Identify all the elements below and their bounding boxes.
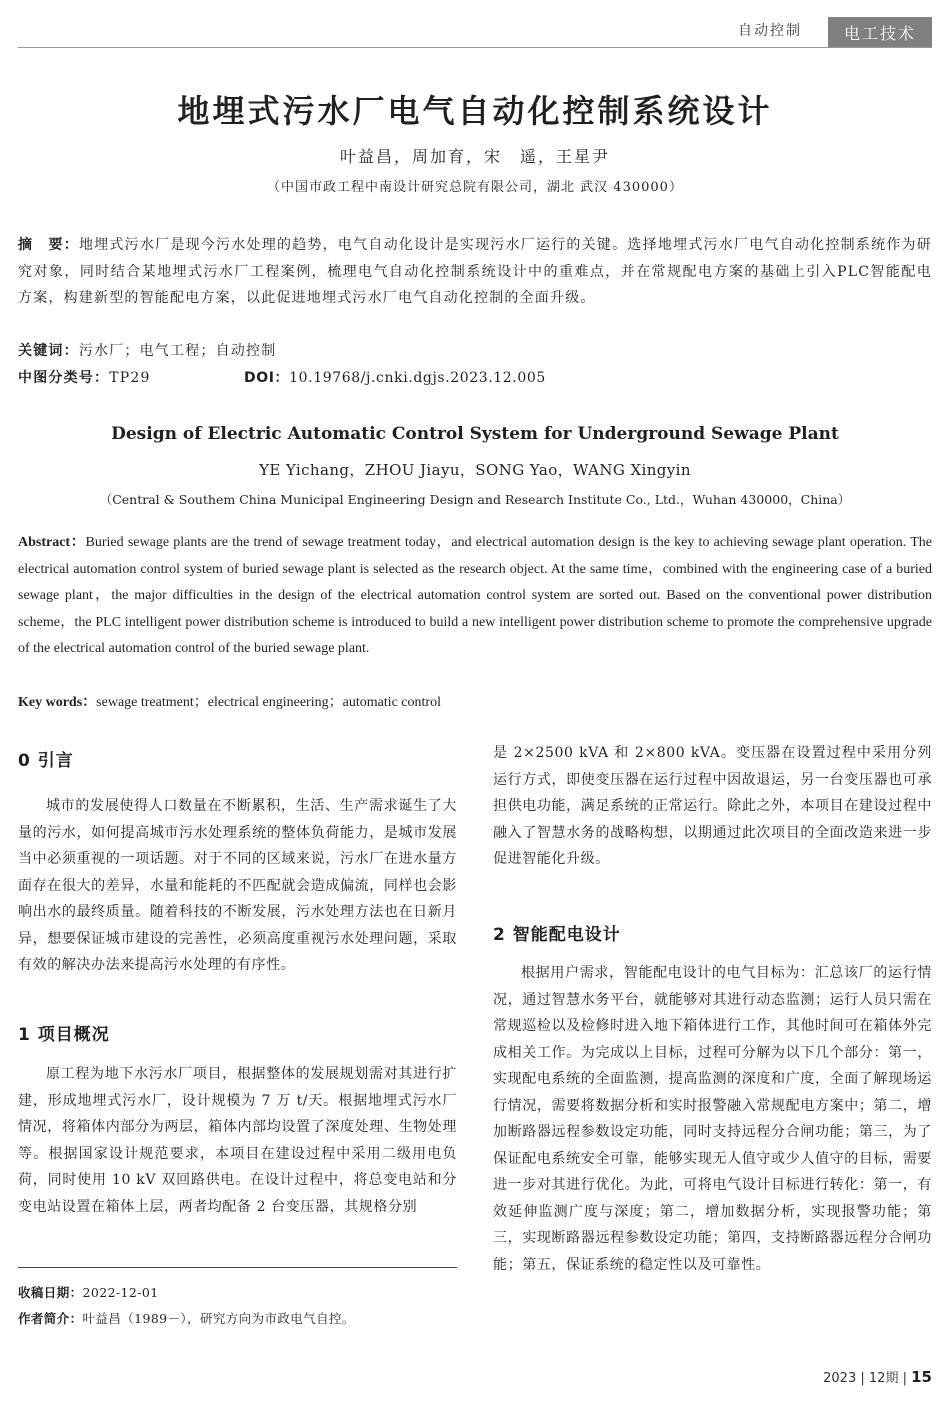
- section-0-paragraph: 城市的发展使得人口数量在不断累积，生活、生产需求诞生了大量的污水，如何提高城市污水处理系统的整体负荷能力，是城市发展当中必须重视的一项话题。对于不同的区域来说，污水厂在进水量方面存在很大的差异，水量和能耗的不匹配就会造成偏流，同样也会影响出水的最终质量。随着科技的不断发展，污水处理方法也在日新月异，想要保证城市建设的完善性，必须高度重视污水处理问题，采取有效的解决办法来提高污水处理的有序性。: [18, 798, 457, 973]
- paper-authors: 叶益昌，周加育，宋 遥，王星尹: [339, 147, 610, 166]
- footnote-divider: [18, 1267, 457, 1268]
- en-affiliation: （Central & Southem China Municipal Engineering Design and Research Institute Co., Ltd.，Wuhan 430000，China）: [99, 492, 851, 507]
- page-footer: [823, 1367, 932, 1386]
- footer-sep-2: |: [902, 1371, 907, 1386]
- author-bio-text: 叶益昌（1989－），研究方向为市政电气自控。: [82, 1311, 355, 1326]
- clc-number: [18, 365, 238, 392]
- en-abstract-text: Buried sewage plants are the trend of sewage treatment today，and electrical automation design is the key to achieving sewage plant operation. The electrical automation control system of buried sewage plant is selected as the research object. At the same time，combined with the engineering case of a buried sewage plant，the major difficulties in the design of the electrical automation control system are sorted out. Based on the conventional power distribution scheme，the PLC intelligent power distribution scheme is introduced to build a new intelligent power distribution scheme to promote the comprehensive upgrade of the electrical automation control of the buried sewage plant.: [18, 535, 932, 656]
- abstract-cn-label: 摘 要：: [18, 237, 79, 253]
- en-abstract-label: Abstract：: [18, 535, 86, 550]
- footer-year: 2023: [823, 1371, 857, 1386]
- en-keywords-label: Key words：: [18, 695, 97, 710]
- section-1-heading: 1 项目概况: [18, 1025, 110, 1045]
- section-0-heading: 0 引言: [18, 751, 74, 771]
- author-bio-label: 作者简介：: [18, 1311, 83, 1326]
- keywords-cn-label: 关键词：: [18, 343, 79, 359]
- en-keywords: [18, 690, 932, 717]
- en-title: Design of Electric Automatic Control System for Underground Sewage Plant: [111, 424, 839, 444]
- author-bio: [18, 1309, 457, 1327]
- section-2-heading: 2 智能配电设计: [493, 925, 621, 945]
- header-divider: [18, 47, 932, 48]
- section-2-paragraph: 根据用户需求，智能配电设计的电气目标为：汇总该厂的运行情况，通过智慧水务平台，就能够对其进行动态监测；运行人员只需在常规巡检以及检修时进入地下箱体进行工作，其他时间可在箱体外完成相关工作。为完成以上目标，过程可分解为以下几个部分：第一，实现配电系统的全面监测，提高监测的深度和广度，全面了解现场运行情况，需要将数据分析和实时报警融入常规配电方案中；第二，增加断路器远程参数设定功能，同时支持远程分合闸功能；第三，为了保证配电系统安全可靠，能够实现无人值守或少人值守的目标，需要进一步对其进行优化。为此，可将电气设计目标进行转化：第一，有效延伸监测广度与深度；第二，增加数据分析，实现报警功能；第三，实现断路器远程参数设定功能；第四，支持断路器远程分合闸功能；第五，保证系统的稳定性以及可靠性。: [493, 965, 932, 1273]
- abstract-cn-text: 地埋式污水厂是现今污水处理的趋势，电气自动化设计是实现污水厂运行的关键。选择地埋式污水厂电气自动化控制系统作为研究对象，同时结合某地埋式污水厂工程案例，梳理电气自动化控制系统设计中的重难点，并在常规配电方案的基础上引入PLC智能配电方案，构建新型的智能配电方案，以此促进地埋式污水厂电气自动化控制的全面升级。: [18, 237, 932, 306]
- paper-title: 地埋式污水厂电气自动化控制系统设计: [177, 92, 773, 130]
- section-1-paragraph: 原工程为地下水污水厂项目，根据整体的发展规划需对其进行扩建，形成地埋式污水厂，设计规模为 7 万 t/天。根据地埋式污水厂情况，将箱体内部分为两层，箱体内部均设置了深度处理、生物处理等。根据国家设计规范要求，本项目在建设过程中采用二级用电负荷，同时使用 10 kV 双回路供电。在设计过程中，将总变电站和分变电站设置在箱体上层，两者均配备 2 台变压器，其规格分别: [18, 1066, 457, 1215]
- journal-section-tab: 电工技术: [828, 17, 932, 47]
- doi: [244, 365, 546, 392]
- doi-value: 10.19768/j.cnki.dgjs.2023.12.005: [289, 370, 546, 386]
- abstract-cn: [18, 232, 932, 312]
- en-abstract: [18, 530, 932, 663]
- footer-issue: 12期: [868, 1371, 899, 1386]
- clc-value: TP29: [109, 370, 151, 386]
- en-keywords-text: sewage treatment；electrical engineering；automatic control: [96, 695, 441, 710]
- footer-sep-1: |: [860, 1371, 865, 1386]
- doi-label: DOI：: [244, 370, 290, 386]
- paper-affiliation: （中国市政工程中南设计研究总院有限公司，湖北 武汉 430000）: [267, 180, 683, 195]
- section-1-paragraph-continued: 是 2×2500 kVA 和 2×800 kVA。变压器在设置过程中采用分列运行方式，即使变压器在运行过程中因故退运，另一台变压器也可承担供电功能，满足系统的正常运行。除此之外，本项目在建设过程中融入了智慧水务的战略构想，以期通过此次项目的全面改造来进一步促进智能化升级。: [493, 745, 932, 867]
- received-label: 收稿日期：: [18, 1285, 83, 1300]
- journal-category: 自动控制: [738, 23, 802, 39]
- received-value: 2022-12-01: [82, 1285, 159, 1300]
- keywords-cn: [18, 338, 932, 365]
- keywords-cn-text: 污水厂；电气工程；自动控制: [78, 343, 277, 359]
- footer-page-number: 15: [911, 1368, 932, 1386]
- received-date: [18, 1283, 457, 1301]
- en-authors: YE Yichang，ZHOU Jiayu，SONG Yao，WANG Xingyin: [259, 461, 691, 479]
- clc-label: 中图分类号：: [18, 370, 110, 386]
